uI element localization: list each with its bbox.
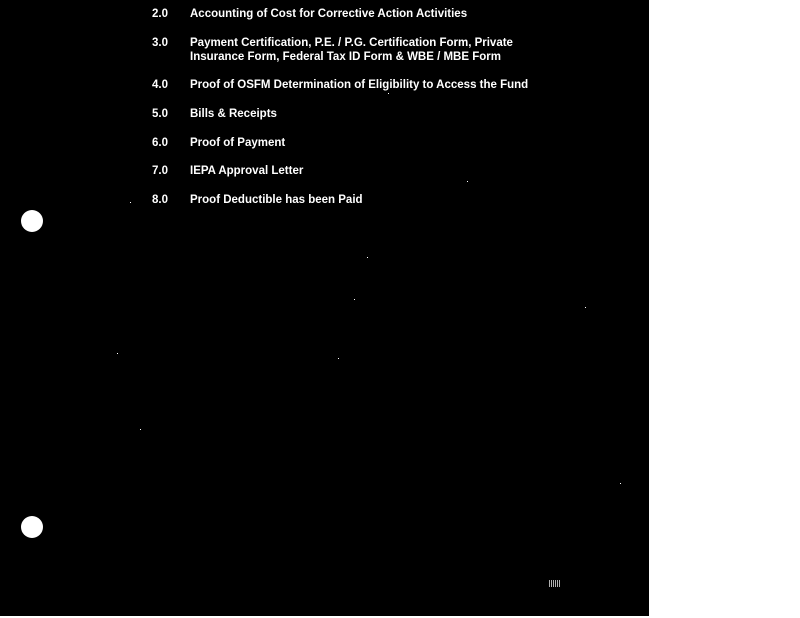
- toc-item-number: 6.0: [152, 137, 168, 149]
- scan-speck: [620, 483, 621, 484]
- scan-speck: [338, 358, 339, 359]
- toc-item-text: IEPA Approval Letter: [190, 165, 304, 177]
- toc-item-number: 8.0: [152, 194, 168, 206]
- toc-item-number: 4.0: [152, 79, 168, 91]
- toc-item-number: 7.0: [152, 165, 168, 177]
- scan-speck: [367, 257, 368, 258]
- scan-speck: [130, 202, 131, 203]
- toc-item-text: Bills & Receipts: [190, 108, 277, 120]
- toc-item-text: Proof Deductible has been Paid: [190, 194, 363, 206]
- scan-speck: [354, 299, 355, 300]
- scan-speck: [117, 353, 118, 354]
- toc-item-number: 2.0: [152, 8, 168, 20]
- toc-item-text: Proof of OSFM Determination of Eligibility to Access the Fund: [190, 79, 529, 91]
- toc-item-number: 5.0: [152, 108, 168, 120]
- toc-item-text: Proof of Payment: [190, 137, 286, 149]
- toc-item-text: Accounting of Cost for Corrective Action Activities: [190, 8, 468, 20]
- scan-speck: [140, 429, 141, 430]
- page-number-mark: [549, 580, 561, 587]
- binder-hole-top: [21, 210, 43, 232]
- toc-item-text-line-2: Insurance Form, Federal Tax ID Form & WBE / MBE Form: [190, 51, 501, 63]
- toc-item-number: 3.0: [152, 37, 168, 49]
- toc-item-text: Payment Certification, P.E. / P.G. Certification Form, Private: [190, 37, 513, 49]
- scan-speck: [467, 181, 468, 182]
- scan-speck: [585, 307, 586, 308]
- scan-speck: [388, 93, 389, 94]
- binder-hole-bottom: [21, 516, 43, 538]
